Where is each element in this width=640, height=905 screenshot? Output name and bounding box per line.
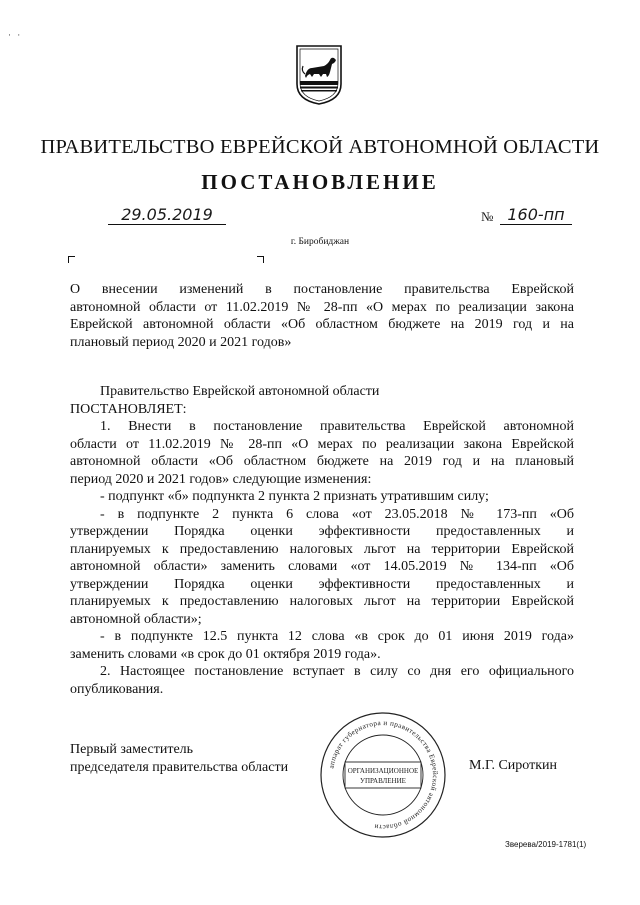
paragraph-1-line: период 2020 и 2021 годов» следующие изменения: <box>70 471 372 487</box>
body-intro: Правительство Еврейской автономной области <box>100 384 380 399</box>
document-number: 160-пп <box>500 205 572 225</box>
item-2-line: - в подпункте 2 пункта 6 слова «от 23.05.2018 № 173-пп «Об <box>100 506 574 522</box>
item-2-line: планируемых к предоставлению налоговых льгот на территории Еврейской <box>70 541 574 557</box>
signer-title-line: Первый заместитель <box>70 742 194 757</box>
subject-line: автономной области от 11.02.2019 № 28-пп «О мерах по реализации закона <box>70 299 574 315</box>
item-2-line: планируемых к предоставлению налоговых льгот на территории Еврейской <box>70 594 574 609</box>
scan-specks: · · <box>8 30 23 40</box>
item-2-line: утверждении Порядка оценки эффективности предоставленных и <box>70 576 574 592</box>
document-date: 29.05.2019 <box>108 205 226 225</box>
corner-mark-left <box>68 256 75 263</box>
signer-name: М.Г. Сироткин <box>469 758 558 773</box>
body-decree: ПОСТАНОВЛЯЕТ: <box>70 401 187 417</box>
document-body <box>70 383 574 698</box>
coat-of-arms-icon <box>294 44 344 106</box>
item-1: - подпункт «б» подпункта 2 пункта 2 признать утратившим силу; <box>100 489 489 504</box>
paragraph-1-line: 1. Внести в постановление правительства Еврейской автономной <box>100 419 574 434</box>
reference-number: Зверева/2019-1781(1) <box>505 840 587 849</box>
item-3-line: - в подпункте 12.5 пункта 12 слова «в срок до 01 июня 2019 года» <box>100 629 574 644</box>
document-subject <box>70 281 574 351</box>
corner-mark-right <box>257 256 264 263</box>
signer-title-line: председателя правительства области <box>70 759 289 775</box>
subject-line: плановый период 2020 и 2021 годов» <box>70 334 292 350</box>
signer-title <box>70 741 288 776</box>
official-seal <box>318 710 448 840</box>
item-2-line: автономной области»; <box>70 611 202 627</box>
paragraph-1-line: автономной области «Об областном бюджете на 2019 год и на плановый <box>70 454 574 469</box>
government-title: ПРАВИТЕЛЬСТВО ЕВРЕЙСКОЙ АВТОНОМНОЙ ОБЛАСТИ <box>40 136 600 158</box>
paragraph-2-line: опубликования. <box>70 681 164 697</box>
city-name: г. Биробиджан <box>290 237 350 247</box>
item-2-line: утверждении Порядка оценки эффективности предоставленных и <box>70 524 574 539</box>
seal-ring-text: аппарат губернатора и правительства Еврейской автономной области <box>327 718 440 832</box>
paragraph-1-line: области от 11.02.2019 № 28-пп «О мерах по реализации закона Еврейской <box>70 436 574 452</box>
seal-center-line: УПРАВЛЕНИЕ <box>360 777 406 785</box>
item-2-line: автономной области» заменить словами «от 14.05.2019 № 134-пп «Об <box>70 559 574 574</box>
subject-line: О внесении изменений в постановление правительства Еврейской <box>70 282 574 297</box>
item-3-line: заменить словами «в срок до 01 октября 2019 года». <box>70 646 381 662</box>
number-prefix: № <box>481 209 494 224</box>
subject-line: Еврейской автономной области «Об областном бюджете на 2019 год и на <box>70 317 574 332</box>
document-type: ПОСТАНОВЛЕНИЕ <box>201 170 439 194</box>
seal-center-line: ОРГАНИЗАЦИОННОЕ <box>347 767 419 775</box>
paragraph-2-line: 2. Настоящее постановление вступает в силу со дня его официального <box>100 664 574 679</box>
